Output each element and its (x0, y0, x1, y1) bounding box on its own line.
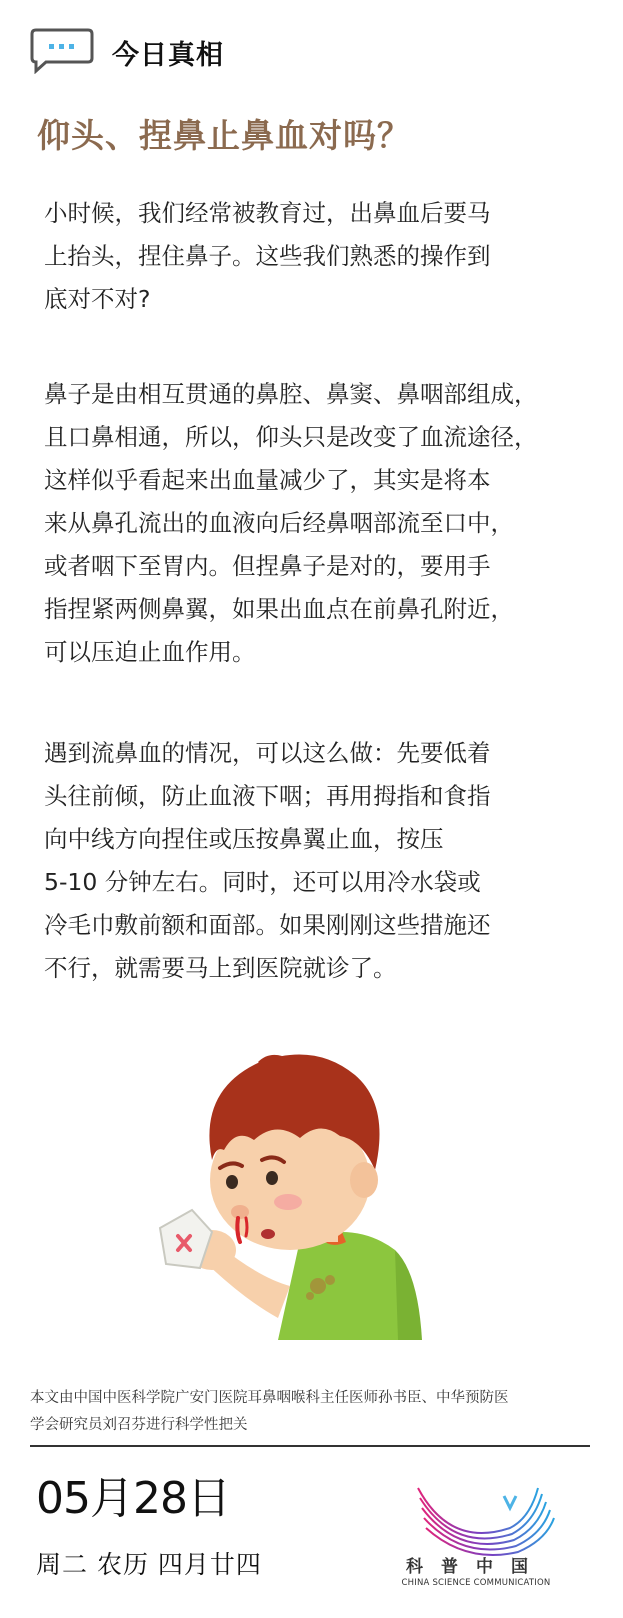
text-line: 这样似乎看起来出血量减少了，其实是将本 (44, 466, 491, 494)
boy-nosebleed-illustration (150, 1050, 470, 1340)
text-line: 5-10 分钟左右。同时，还可以用冷水袋或 (44, 868, 481, 896)
text-line: 上抬头，捏住鼻子。这些我们熟悉的操作到 (44, 242, 491, 270)
text-line: 冷毛巾敷前额和面部。如果刚刚这些措施还 (44, 911, 491, 939)
text-line: 来从鼻孔流出的血液向后经鼻咽部流至口中， (44, 509, 514, 537)
text-line: 鼻子是由相互贯通的鼻腔、鼻窦、鼻咽部组成， (44, 380, 538, 408)
logo-text-en: CHINA SCIENCE COMMUNICATION (401, 1578, 551, 1588)
paragraph-2 (44, 373, 584, 674)
weekday-lunar-date: 周二 农历 四月廿四 (36, 1550, 262, 1579)
header (30, 26, 590, 76)
text-line: 头往前倾，防止血液下咽；再用拇指和食指 (44, 782, 491, 810)
text-line: 底对不对? (44, 285, 151, 313)
text-line: 指捏紧两侧鼻翼，如果出血点在前鼻孔附近， (44, 595, 514, 623)
credit-note (30, 1385, 600, 1439)
text-line: 不行，就需要马上到医院就诊了。 (44, 954, 397, 982)
credit-line: 学会研究员刘召芬进行科学性把关 (30, 1417, 248, 1433)
paragraph-1 (44, 192, 584, 321)
chat-bubble-icon (30, 26, 94, 74)
text-line: 可以压迫止血作用。 (44, 638, 256, 666)
paragraph-3 (44, 732, 584, 990)
text-line: 小时候，我们经常被教育过，出鼻血后要马 (44, 199, 491, 227)
text-line: 或者咽下至胃内。但捏鼻子是对的，要用手 (44, 552, 491, 580)
headline: 仰头、捏鼻止鼻血对吗？ (37, 116, 411, 155)
credit-line: 本文由中国中医科学院广安门医院耳鼻咽喉科主任医师孙书臣、中华预防医 (30, 1390, 509, 1406)
date: 05月28日 (36, 1473, 230, 1524)
divider (30, 1445, 590, 1447)
section-title: 今日真相 (112, 40, 224, 71)
logo-text-cn: 科普中国 (406, 1557, 546, 1577)
text-line: 且口鼻相通，所以，仰头只是改变了血流途径， (44, 423, 538, 451)
text-line: 遇到流鼻血的情况，可以这么做：先要低着 (44, 739, 491, 767)
text-line: 向中线方向捏住或压按鼻翼止血，按压 (44, 825, 444, 853)
